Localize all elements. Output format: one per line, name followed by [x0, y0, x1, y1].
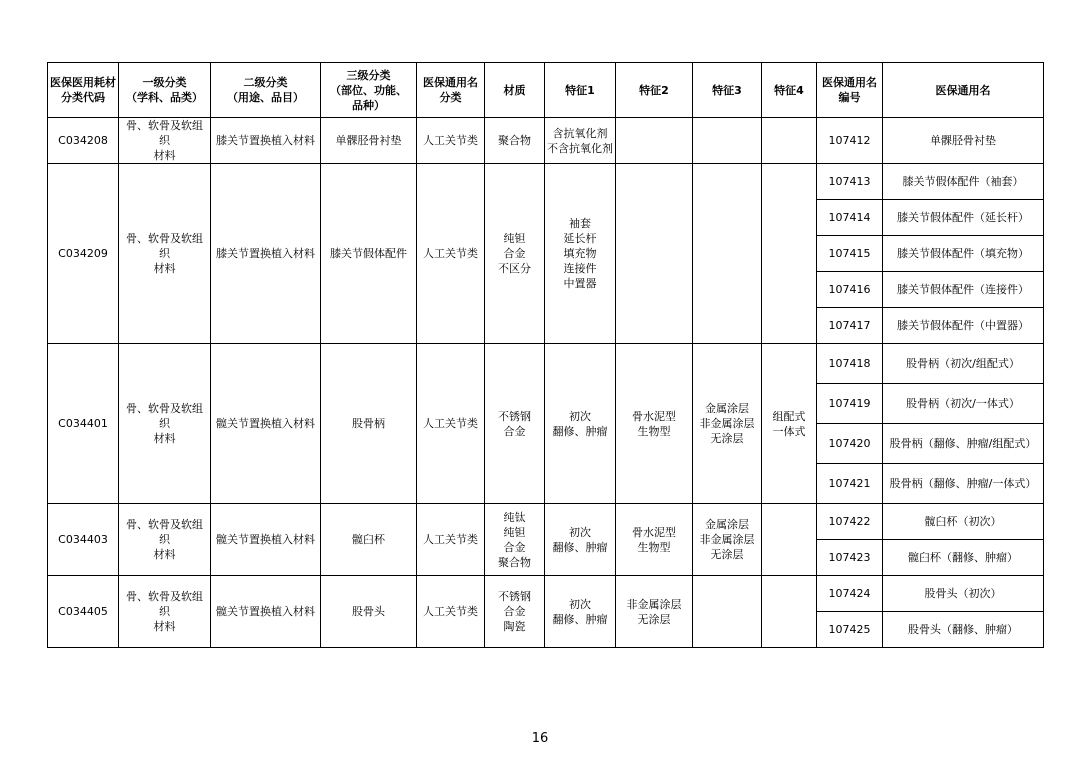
cell-feature1: 初次 翻修、肿瘤 — [545, 576, 616, 648]
cell-category: 人工关节类 — [417, 344, 485, 504]
cell-code: C034401 — [48, 344, 119, 504]
cell-level2: 髋关节置换植入材料 — [211, 344, 321, 504]
header-level3: 三级分类 （部位、功能、 品种） — [321, 63, 417, 118]
cell-material: 纯钛 纯钽 合金 聚合物 — [485, 504, 545, 576]
header-code: 医保医用耗材 分类代码 — [48, 63, 119, 118]
cell-feature3: 金属涂层 非金属涂层 无涂层 — [693, 504, 762, 576]
cell-feature4: 组配式 一体式 — [762, 344, 817, 504]
cell-item-name: 股骨柄（翻修、肿瘤/组配式） — [883, 424, 1044, 464]
cell-level1: 骨、软骨及软组织 材料 — [119, 344, 211, 504]
cell-level1: 骨、软骨及软组织 材料 — [119, 576, 211, 648]
cell-material: 聚合物 — [485, 118, 545, 164]
cell-item-name: 膝关节假体配件（袖套） — [883, 164, 1044, 200]
cell-feature3 — [693, 164, 762, 344]
cell-level2: 髋关节置换植入材料 — [211, 504, 321, 576]
cell-level2: 膝关节置换植入材料 — [211, 118, 321, 164]
cell-feature2 — [616, 164, 693, 344]
cell-item-number: 107418 — [817, 344, 883, 384]
cell-feature1: 初次 翻修、肿瘤 — [545, 504, 616, 576]
cell-item-number: 107422 — [817, 504, 883, 540]
header-feature3: 特征3 — [693, 63, 762, 118]
cell-level3: 髋臼杯 — [321, 504, 417, 576]
cell-material: 不锈钢 合金 — [485, 344, 545, 504]
cell-material: 不锈钢 合金 陶瓷 — [485, 576, 545, 648]
cell-feature1: 初次 翻修、肿瘤 — [545, 344, 616, 504]
cell-level3: 股骨柄 — [321, 344, 417, 504]
cell-feature3 — [693, 576, 762, 648]
cell-feature3: 金属涂层 非金属涂层 无涂层 — [693, 344, 762, 504]
table-row — [48, 504, 1044, 540]
cell-code: C034403 — [48, 504, 119, 576]
cell-item-number: 107416 — [817, 272, 883, 308]
table-row — [48, 164, 1044, 200]
cell-item-name: 股骨柄（初次/组配式） — [883, 344, 1044, 384]
cell-feature1: 袖套 延长杆 填充物 连接件 中置器 — [545, 164, 616, 344]
cell-item-name: 股骨柄（翻修、肿瘤/一体式） — [883, 464, 1044, 504]
cell-item-number: 107415 — [817, 236, 883, 272]
classification-table — [47, 62, 1044, 648]
cell-category: 人工关节类 — [417, 576, 485, 648]
header-feature2: 特征2 — [616, 63, 693, 118]
cell-item-name: 髋臼杯（翻修、肿瘤） — [883, 540, 1044, 576]
table-row — [48, 344, 1044, 384]
cell-item-number: 107417 — [817, 308, 883, 344]
cell-item-number: 107414 — [817, 200, 883, 236]
cell-item-number: 107413 — [817, 164, 883, 200]
cell-feature4 — [762, 118, 817, 164]
header-level2: 二级分类 （用途、品目） — [211, 63, 321, 118]
header-feature4: 特征4 — [762, 63, 817, 118]
cell-item-name: 股骨柄（初次/一体式） — [883, 384, 1044, 424]
table-row — [48, 576, 1044, 612]
cell-feature2: 非金属涂层 无涂层 — [616, 576, 693, 648]
header-level1: 一级分类 （学科、品类） — [119, 63, 211, 118]
table-row — [48, 118, 1044, 164]
header-common-name-number: 医保通用名 编号 — [817, 63, 883, 118]
cell-item-name: 膝关节假体配件（延长杆） — [883, 200, 1044, 236]
cell-feature3 — [693, 118, 762, 164]
cell-code: C034208 — [48, 118, 119, 164]
cell-item-number: 107425 — [817, 612, 883, 648]
cell-item-name: 膝关节假体配件（中置器） — [883, 308, 1044, 344]
header-row — [48, 63, 1044, 118]
header-category: 医保通用名 分类 — [417, 63, 485, 118]
cell-item-name: 髋臼杯（初次） — [883, 504, 1044, 540]
cell-code: C034405 — [48, 576, 119, 648]
cell-level1: 骨、软骨及软组织 材料 — [119, 504, 211, 576]
cell-item-number: 107423 — [817, 540, 883, 576]
header-material: 材质 — [485, 63, 545, 118]
cell-item-number: 107421 — [817, 464, 883, 504]
cell-item-name: 膝关节假体配件（连接件） — [883, 272, 1044, 308]
cell-category: 人工关节类 — [417, 504, 485, 576]
cell-item-number: 107424 — [817, 576, 883, 612]
cell-feature2 — [616, 118, 693, 164]
cell-level2: 髋关节置换植入材料 — [211, 576, 321, 648]
cell-level2: 膝关节置换植入材料 — [211, 164, 321, 344]
cell-item-number: 107412 — [817, 118, 883, 164]
cell-feature2: 骨水泥型 生物型 — [616, 504, 693, 576]
cell-item-name: 膝关节假体配件（填充物） — [883, 236, 1044, 272]
cell-material: 纯钽 合金 不区分 — [485, 164, 545, 344]
cell-item-name: 股骨头（翻修、肿瘤） — [883, 612, 1044, 648]
cell-feature4 — [762, 164, 817, 344]
header-common-name: 医保通用名 — [883, 63, 1044, 118]
cell-level3: 单髁胫骨衬垫 — [321, 118, 417, 164]
header-feature1: 特征1 — [545, 63, 616, 118]
cell-feature4 — [762, 576, 817, 648]
cell-code: C034209 — [48, 164, 119, 344]
cell-level1: 骨、软骨及软组织 材料 — [119, 118, 211, 164]
cell-level3: 膝关节假体配件 — [321, 164, 417, 344]
cell-feature4 — [762, 504, 817, 576]
cell-level1: 骨、软骨及软组织 材料 — [119, 164, 211, 344]
cell-category: 人工关节类 — [417, 118, 485, 164]
cell-item-number: 107420 — [817, 424, 883, 464]
cell-item-name: 股骨头（初次） — [883, 576, 1044, 612]
cell-feature2: 骨水泥型 生物型 — [616, 344, 693, 504]
cell-feature1: 含抗氧化剂 不含抗氧化剂 — [545, 118, 616, 164]
cell-item-number: 107419 — [817, 384, 883, 424]
page-number: 16 — [531, 731, 549, 746]
cell-category: 人工关节类 — [417, 164, 485, 344]
cell-level3: 股骨头 — [321, 576, 417, 648]
cell-item-name: 单髁胫骨衬垫 — [883, 118, 1044, 164]
